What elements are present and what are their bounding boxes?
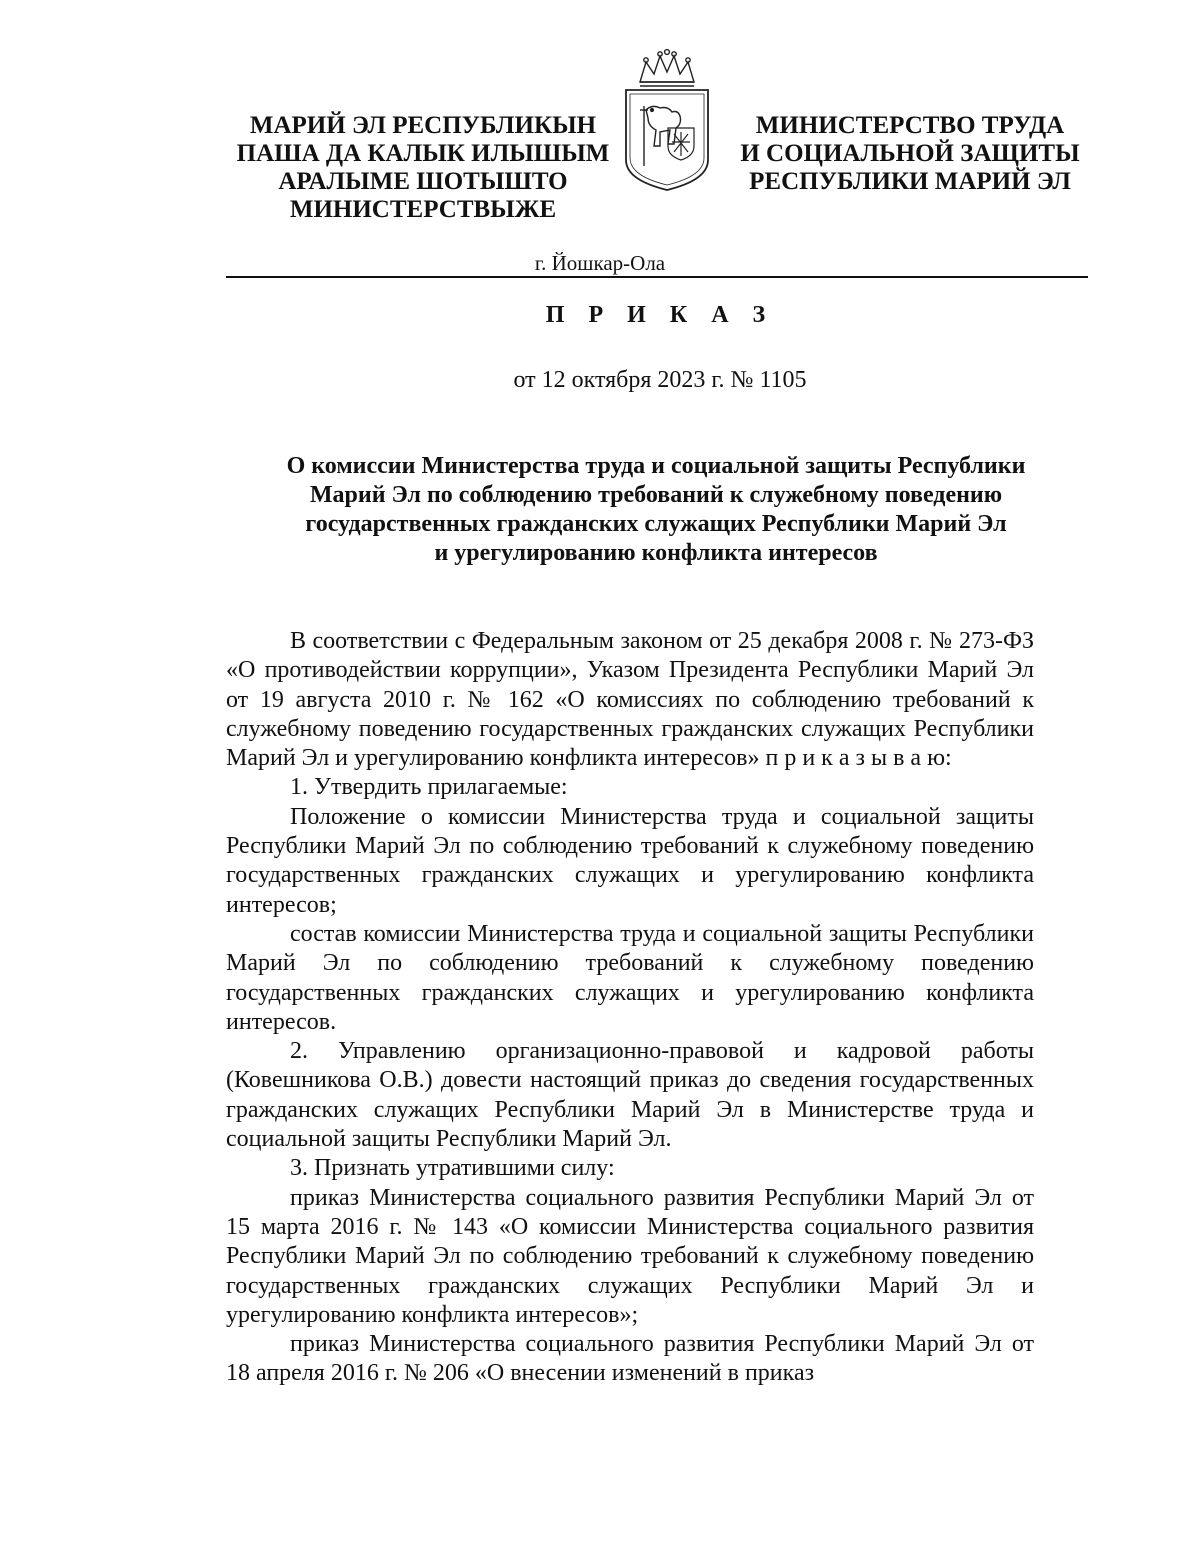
title-line: О комиссии Министерства труда и социальной защиты Республики (286, 453, 1026, 479)
item-3-order-206: приказ Министерства социального развития Республики Марий Эл от 18 апреля 2016 г. № 206 «О внесении изменений в приказ (226, 1331, 1034, 1387)
header-org-russian: МИНИСТЕРСТВО ТРУДА И СОЦИАЛЬНОЙ ЗАЩИТЫ РЕСПУБЛИКИ МАРИЙ ЭЛ (740, 112, 1080, 195)
item-1-composition: состав комиссии Министерства труда и социальной защиты Республики Марий Эл по соблюдению требований к служебному поведению государственных гражданских служащих и урегулированию конфликта интересов. (226, 920, 1034, 1035)
title-line: и урегулированию конфликта интересов (434, 540, 878, 566)
city-line: г. Йошкар-Ола (534, 251, 666, 275)
preamble-paragraph (226, 627, 1034, 773)
item-3: 3. Признать утратившими силу: (290, 1155, 615, 1182)
document-type: П Р И К А З (545, 302, 775, 328)
title-line: государственных гражданских служащих Республики Марий Эл (305, 511, 1007, 537)
title-line: Марий Эл по соблюдению требований к служебному поведению (309, 482, 1003, 508)
coat-of-arms-icon (616, 48, 718, 196)
item-3-order-143: приказ Министерства социального развития Республики Марий Эл от 15 марта 2016 г. № 143 «О комиссии Министерства социального развития Республики Марий Эл по соблюдению требований к служебному поведению государственных гражданских служащих Республики Марий Эл и урегулированию конфликта интересов»; (226, 1184, 1034, 1328)
document-title (222, 452, 1090, 568)
preamble-text: В соответствии с Федеральным законом от 25 декабря 2008 г. № 273-ФЗ «О противодействии коррупции», Указом Президента Республики Марий Эл от 19 августа 2010 г. № 162 «О комиссиях по соблюдению требований к служебному поведению государственных гражданских служащих Республики Марий Эл и урегулированию конфликта интересов» (226, 628, 1034, 772)
item-1-regulation: Положение о комиссии Министерства труда и социальной защиты Республики Марий Эл по соблюдению требований к служебному поведению государственных гражданских служащих и урегулированию конфликта интересов; (226, 803, 1034, 918)
document-body (226, 627, 1034, 1389)
header-divider (226, 276, 1088, 278)
document-date-number: от 12 октября 2023 г. № 1105 (513, 367, 807, 393)
item-1: 1. Утвердить прилагаемые: (290, 774, 568, 801)
item-2: 2. Управлению организационно-правовой и кадровой работы (Ковешникова О.В.) довести настоящий приказ до сведения государственных гражданских служащих Республики Марий Эл в Министерстве труда и социальной защиты Республики Марий Эл. (226, 1038, 1034, 1153)
order-word: п р и к а з ы в а ю: (765, 745, 952, 772)
header-org-mari: МАРИЙ ЭЛ РЕСПУБЛИКЫН ПАША ДА КАЛЫК ИЛЫШЫМ АРАЛЫМЕ ШОТЫШТО МИНИСТЕРСТВЫЖЕ (236, 112, 610, 223)
